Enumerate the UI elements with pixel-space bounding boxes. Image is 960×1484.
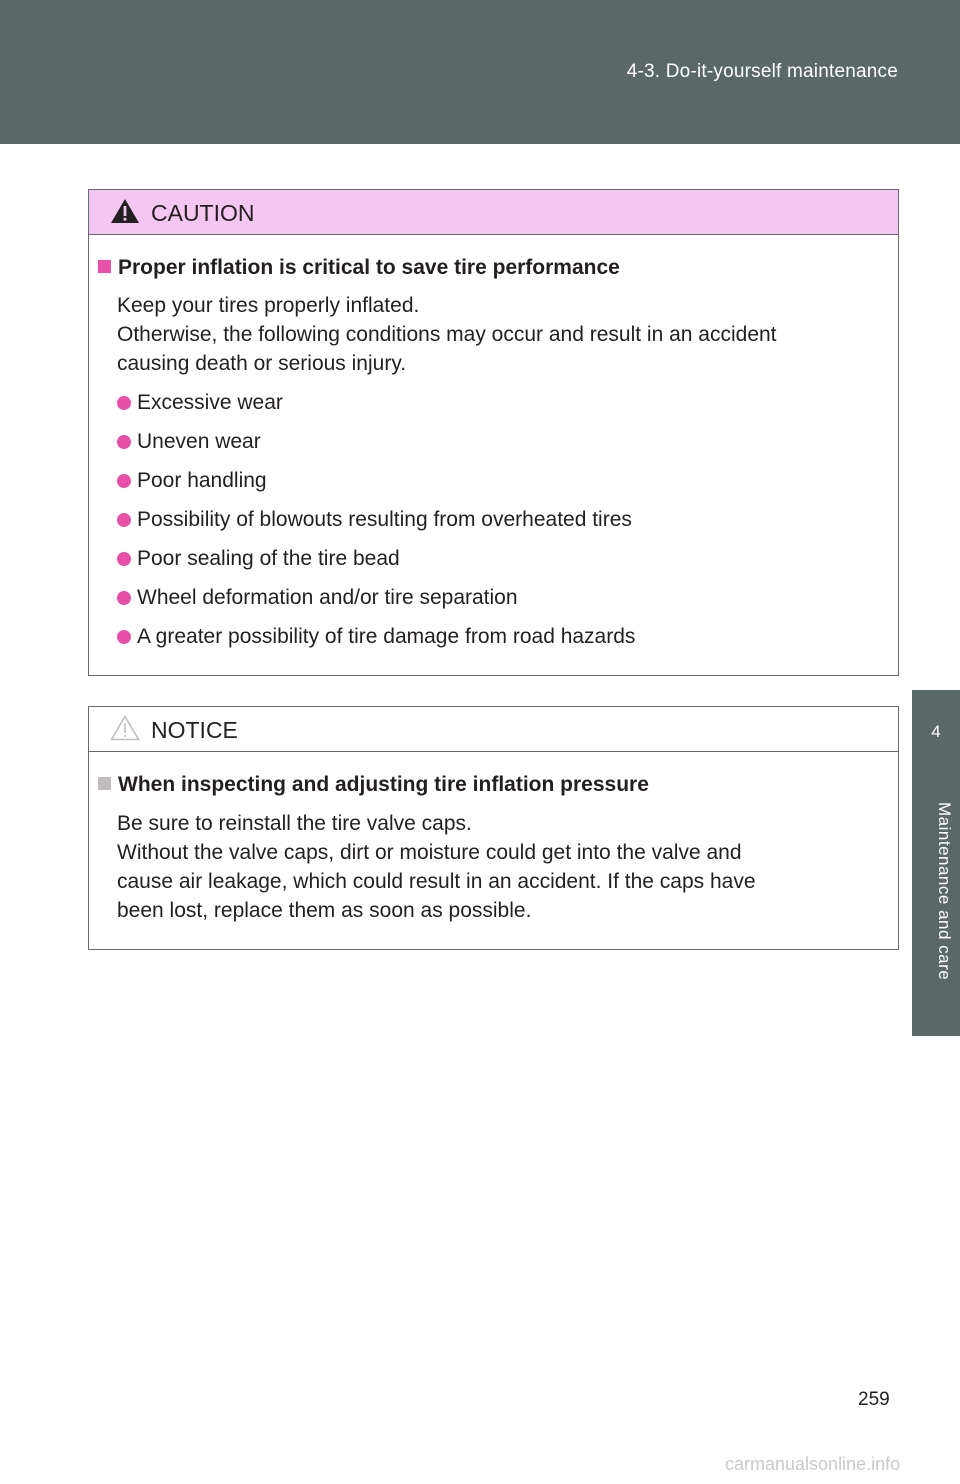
notice-header	[89, 707, 898, 752]
caution-section-title: Proper inflation is critical to save tire performance	[98, 256, 620, 280]
paragraph-line: been lost, replace them as soon as possible.	[117, 899, 532, 922]
circle-bullet-icon	[117, 396, 131, 410]
notice-paragraph	[117, 809, 890, 925]
watermark: carmanualsonline.info	[725, 1454, 901, 1474]
circle-bullet-icon	[117, 513, 131, 527]
notice-heading: NOTICE	[151, 717, 238, 743]
list-item: Uneven wear	[117, 430, 261, 454]
list-item: Possibility of blowouts resulting from overheated tires	[117, 508, 632, 532]
header-band	[0, 0, 960, 144]
caution-paragraph	[117, 291, 890, 378]
paragraph-line: causing death or serious injury.	[117, 352, 407, 375]
side-tab	[912, 690, 960, 1036]
list-item: Poor sealing of the tire bead	[117, 547, 400, 571]
notice-box	[88, 706, 899, 950]
list-item: Wheel deformation and/or tire separation	[117, 586, 518, 610]
circle-bullet-icon	[117, 630, 131, 644]
caution-box	[88, 189, 899, 676]
paragraph-line: Keep your tires properly inflated.	[117, 294, 420, 317]
paragraph-line: Without the valve caps, dirt or moisture could get into the valve and	[117, 841, 742, 864]
circle-bullet-icon	[117, 552, 131, 566]
paragraph-line: Otherwise, the following conditions may occur and result in an accident	[117, 323, 777, 346]
notice-section-title: When inspecting and adjusting tire inflation pressure	[98, 773, 649, 797]
chapter-label: Maintenance and care	[935, 802, 954, 981]
circle-bullet-icon	[117, 435, 131, 449]
page-number: 259	[858, 1389, 890, 1410]
list-item: Excessive wear	[117, 391, 283, 415]
warning-triangle-outline-icon	[110, 715, 140, 741]
circle-bullet-icon	[117, 474, 131, 488]
paragraph-line: cause air leakage, which could result in an accident. If the caps have	[117, 870, 756, 893]
chapter-number: 4	[931, 722, 941, 741]
caution-header	[89, 190, 898, 235]
circle-bullet-icon	[117, 591, 131, 605]
warning-triangle-filled-icon	[110, 198, 140, 224]
caution-heading: CAUTION	[151, 200, 255, 226]
list-item: Poor handling	[117, 469, 267, 493]
paragraph-line: Be sure to reinstall the tire valve caps.	[117, 812, 472, 835]
section-title: 4-3. Do-it-yourself maintenance	[626, 61, 898, 82]
square-bullet-icon	[98, 777, 111, 790]
list-item: A greater possibility of tire damage from road hazards	[117, 625, 635, 649]
square-bullet-icon	[98, 260, 111, 273]
